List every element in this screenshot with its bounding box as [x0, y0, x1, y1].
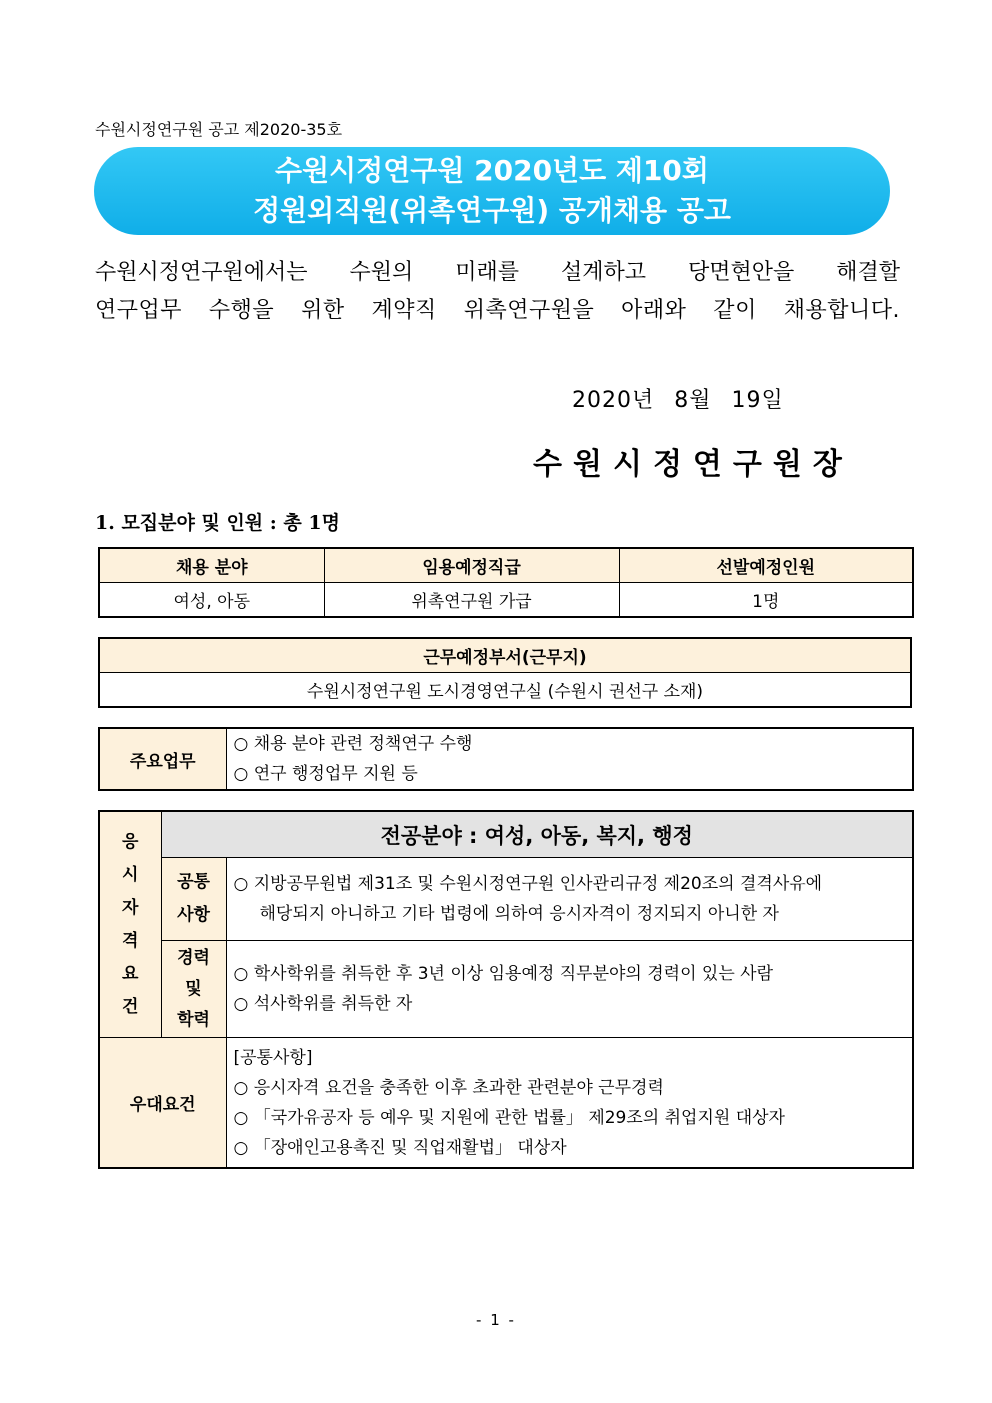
duties-content [226, 728, 913, 790]
notice-date: 2020년 8월 19일 [572, 388, 784, 413]
common-item: ○ 지방공무원법 제31조 및 수원시정연구원 인사관리규정 제20조의 결격사유에 [233, 874, 823, 894]
department-header: 근무예정부서(근무지) [99, 638, 911, 673]
career-label [161, 941, 226, 1038]
preference-label: 우대요건 [99, 1038, 226, 1169]
major-field: 전공분야 : 여성, 아동, 복지, 행정 [161, 811, 913, 858]
department-value: 수원시정연구원 도시경영연구실 (수원시 권선구 소재) [99, 673, 911, 708]
vertical-char: 자 [122, 897, 139, 918]
vertical-char: 요 [122, 963, 139, 984]
career-item: ○ 석사학위를 취득한 자 [233, 994, 413, 1014]
common-label-line: 공통 [177, 872, 210, 892]
page-number: - 1 - [476, 1311, 516, 1329]
preference-item: ○ 응시자격 요건을 충족한 이후 초과한 관련분야 근무경력 [233, 1077, 664, 1098]
preference-content [226, 1038, 913, 1169]
common-content [226, 858, 913, 941]
title-banner [94, 147, 890, 235]
table-cell: 위촉연구원 가급 [324, 583, 619, 618]
preference-heading: [공통사항] [233, 1047, 313, 1068]
preference-item: ○ 「장애인고용촉진 및 직업재활법」 대상자 [233, 1137, 567, 1158]
recruit-table [98, 547, 914, 618]
table-header-cell: 임용예정직급 [324, 548, 619, 583]
vertical-char: 시 [122, 864, 139, 885]
section-heading: 1. 모집분야 및 인원 : 총 1명 [95, 512, 340, 534]
title-line-2: 정원외직원(위촉연구원) 공개채용 공고 [253, 194, 731, 227]
career-content [226, 941, 913, 1038]
table-row [99, 858, 913, 941]
duties-table [98, 727, 914, 791]
preference-item: ○ 「국가유공자 등 예우 및 지원에 관한 법률」 제29조의 취업지원 대상자 [233, 1107, 785, 1128]
intro-line-2: 연구업무 수행을 위한 계약직 위촉연구원을 아래와 같이 채용합니다. [95, 298, 900, 323]
department-table [98, 637, 912, 708]
career-label-line: 경력 [177, 947, 210, 968]
vertical-char: 격 [122, 930, 139, 951]
common-label-line: 사항 [177, 905, 210, 925]
duties-label: 주요업무 [99, 728, 226, 790]
table-header-row [99, 638, 911, 673]
intro-paragraph [95, 254, 900, 330]
notice-number: 수원시정연구원 공고 제2020-35호 [95, 120, 343, 139]
table-row [99, 673, 911, 708]
table-cell: 1명 [619, 583, 913, 618]
intro-line-1: 수원시정연구원에서는 수원의 미래를 설계하고 당면현안을 해결할 [95, 260, 900, 285]
table-row [99, 728, 913, 790]
career-label-line: 학력 [177, 1009, 210, 1030]
duty-item: ○ 연구 행정업무 지원 등 [233, 764, 418, 784]
qualification-table [98, 810, 914, 1169]
vertical-char: 응 [122, 831, 139, 852]
signer: 수원시정연구원장 [533, 447, 853, 482]
vertical-char: 건 [122, 996, 139, 1017]
table-row [99, 811, 913, 858]
common-label [161, 858, 226, 941]
table-row [99, 1038, 913, 1169]
qualification-group-label [99, 811, 161, 1038]
career-label-line: 및 [185, 978, 202, 999]
title-line-1: 수원시정연구원 2020년도 제10회 [275, 154, 709, 187]
table-header-cell: 선발예정인원 [619, 548, 913, 583]
duty-item: ○ 채용 분야 관련 정책연구 수행 [233, 734, 473, 754]
common-item-continuation: 해당되지 아니하고 기타 법령에 의하여 응시자격이 정지되지 아니한 자 [259, 904, 779, 924]
table-header-cell: 채용 분야 [99, 548, 324, 583]
career-item: ○ 학사학위를 취득한 후 3년 이상 임용예정 직무분야의 경력이 있는 사람 [233, 964, 774, 984]
table-row [99, 583, 913, 618]
table-row [99, 941, 913, 1038]
table-cell: 여성, 아동 [99, 583, 324, 618]
table-header-row [99, 548, 913, 583]
